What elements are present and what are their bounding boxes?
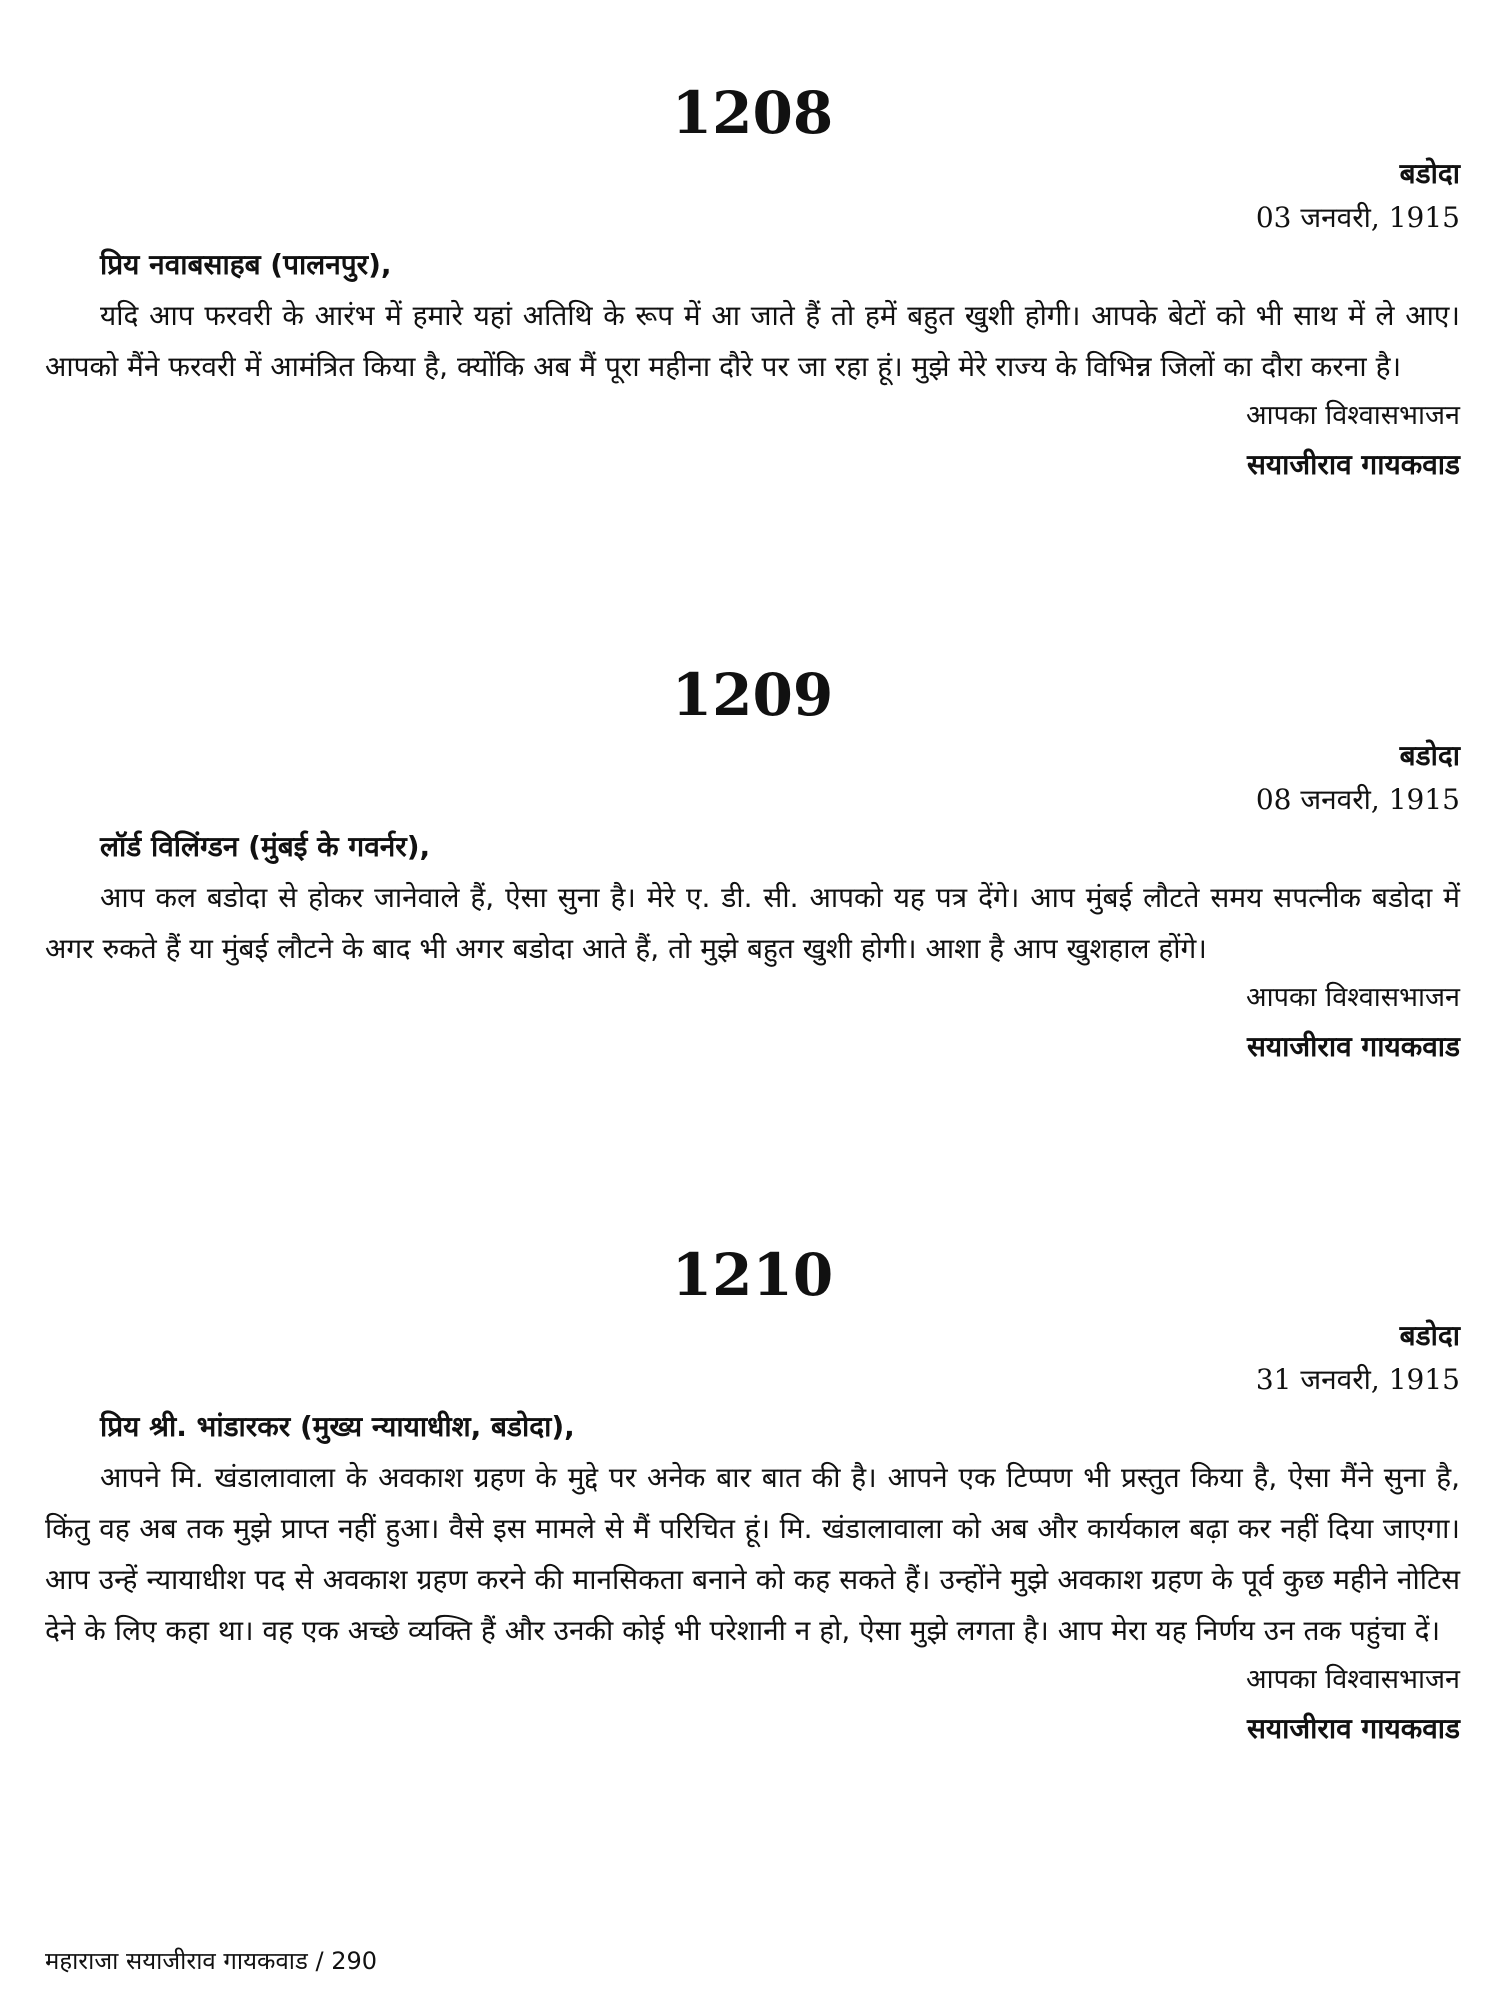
letter-signature: सयाजीराव गायकवाड xyxy=(1246,1712,1460,1745)
letter-number: 1208 xyxy=(671,79,834,147)
letter-closing: आपका विश्वासभाजन xyxy=(1246,400,1460,431)
letter-place: बडोदा xyxy=(1399,739,1460,772)
letter-1210 xyxy=(45,1240,1460,1754)
page-footer: महाराजा सयाजीराव गायकवाड / 290 xyxy=(45,1947,378,1975)
letter-body: यदि आप फरवरी के आरंभ में हमारे यहां अतिथि के रूप में आ जाते हैं तो हमें बहुत खुशी होगी। आपके बेटों को भी साथ में ले आए। आपको मैंने फरवरी में आमंत्रित किया है, क्योंकि अब मैं पूरा महीना दौरे पर जा रहा हूं। मुझे मेरे राज्य के विभिन्न जिलों का दौरा करना है। xyxy=(45,299,1460,383)
letter-closing: आपका विश्वासभाजन xyxy=(1246,982,1460,1013)
letter-signature: सयाजीराव गायकवाड xyxy=(1246,448,1460,481)
letter-place: बडोदा xyxy=(1399,1319,1460,1352)
letter-date: 08 जनवरी, 1915 xyxy=(1255,783,1460,816)
letter-salutation: लॉर्ड विलिंग्डन (मुंबई के गवर्नर), xyxy=(100,830,431,863)
letter-date: 31 जनवरी, 1915 xyxy=(1255,1363,1460,1396)
letter-date: 03 जनवरी, 1915 xyxy=(1255,201,1460,234)
letter-salutation: प्रिय श्री. भांडारकर (मुख्य न्यायाधीश, बडोदा), xyxy=(100,1410,575,1443)
letter-salutation: प्रिय नवाबसाहब (पालनपुर), xyxy=(100,248,392,281)
letter-number: 1210 xyxy=(671,1241,834,1309)
letter-number: 1209 xyxy=(671,661,834,729)
letter-closing: आपका विश्वासभाजन xyxy=(1246,1664,1460,1695)
letter-place: बडोदा xyxy=(1399,157,1460,190)
letter-body: आपने मि. खंडालावाला के अवकाश ग्रहण के मुद्दे पर अनेक बार बात की है। आपने एक टिप्पण भी प्रस्तुत किया है, ऐसा मैंने सुना है, किंतु वह अब तक मुझे प्राप्त नहीं हुआ। वैसे इस मामले से मैं परिचित हूं। मि. खंडालावाला को अब और कार्यकाल बढ़ा कर नहीं दिया जाएगा। आप उन्हें न्यायाधीश पद से अवकाश ग्रहण करने की मानसिकता बनाने को कह सकते हैं। उन्होंने मुझे अवकाश ग्रहण के पूर्व कुछ महीने नोटिस देने के लिए कहा था। वह एक अच्छे व्यक्ति हैं और उनकी कोई भी परेशानी न हो, ऐसा मुझे लगता है। आप मेरा यह निर्णय उन तक पहुंचा दें। xyxy=(45,1461,1460,1647)
letter-1208 xyxy=(45,78,1460,490)
letter-signature: सयाजीराव गायकवाड xyxy=(1246,1030,1460,1063)
letter-body: आप कल बडोदा से होकर जानेवाले हैं, ऐसा सुना है। मेरे ए. डी. सी. आपको यह पत्र देंगे। आप मुंबई लौटते समय सपत्नीक बडोदा में अगर रुकते हैं या मुंबई लौटने के बाद भी अगर बडोदा आते हैं, तो मुझे बहुत खुशी होगी। आशा है आप खुशहाल होंगे। xyxy=(45,881,1460,965)
letter-1209 xyxy=(45,660,1460,1072)
